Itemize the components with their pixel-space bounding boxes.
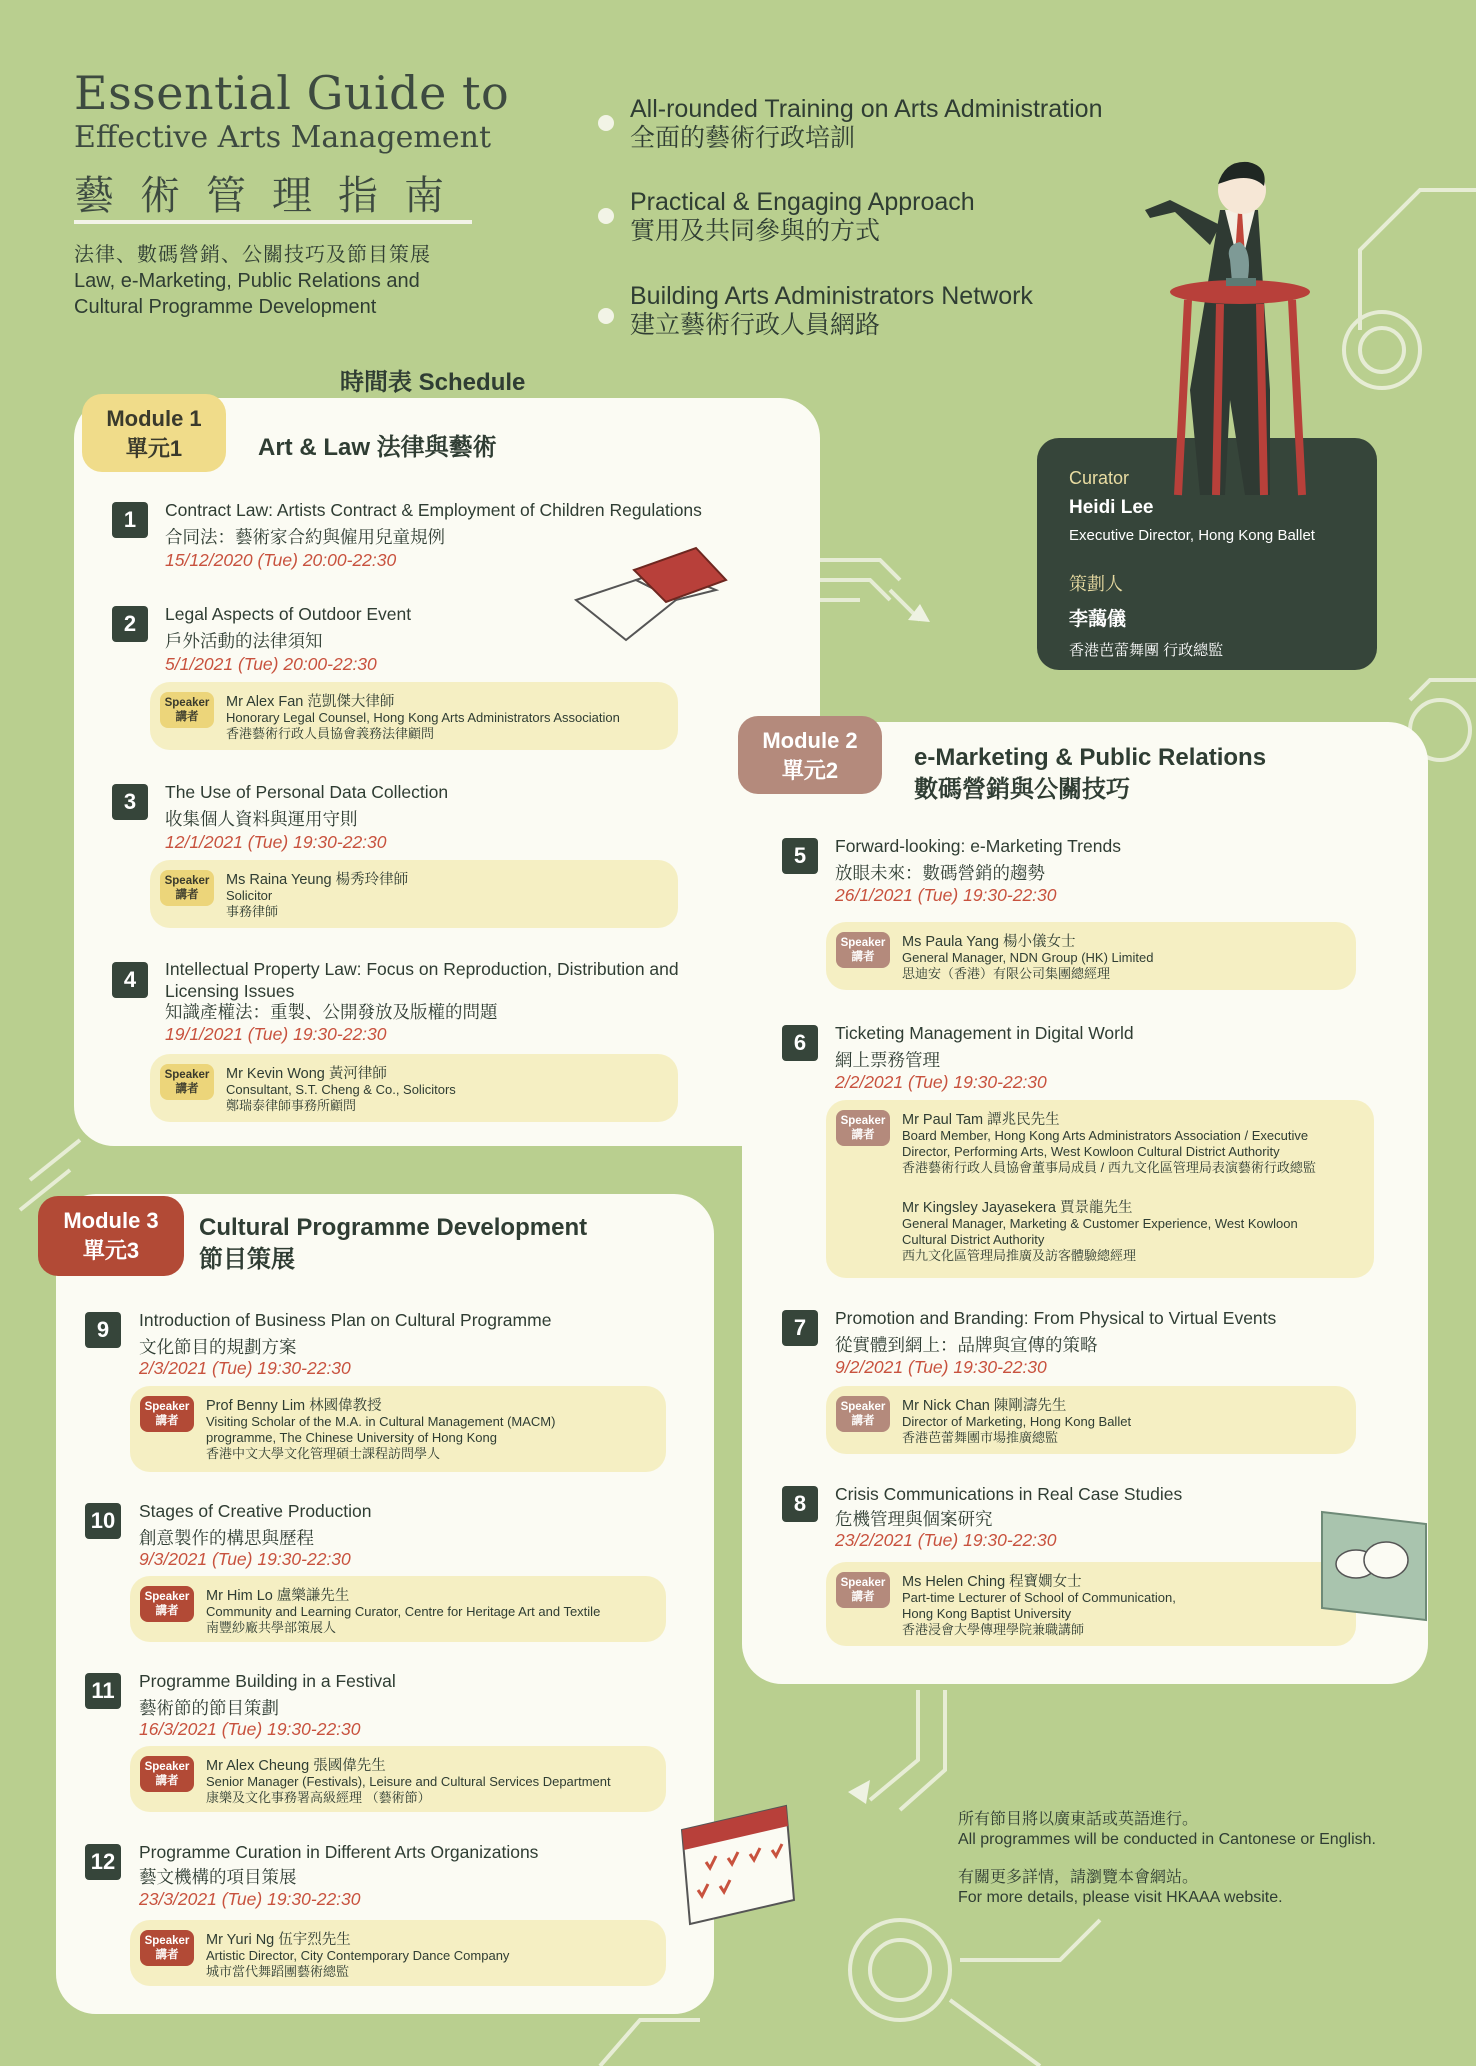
module-3-title: Cultural Programme Development 節目策展: [199, 1214, 588, 1273]
session-number: 9: [85, 1312, 121, 1348]
session-number: 2: [112, 606, 148, 642]
footer-more-info: 有關更多詳情，請瀏覽本會網站。 For more details, please visit HKAAA website.: [958, 1869, 1283, 1906]
session-number: 12: [85, 1844, 121, 1880]
speaker-box: [150, 860, 678, 928]
title-divider: [74, 220, 472, 224]
speaker-badge: Speaker 講者: [160, 1064, 214, 1100]
speaker-name: Mr Kingsley Jayasekera 賈景龍先生: [902, 1200, 1133, 1216]
speaker-name: Mr Nick Chan 陳剛濤先生: [902, 1398, 1067, 1414]
speaker-box: [130, 1746, 666, 1812]
speaker-box: [150, 1054, 678, 1122]
curator-label-zh: 策劃人: [1069, 574, 1123, 594]
session-title-en: Promotion and Branding: From Physical to Virtual Events: [835, 1308, 1277, 1328]
bullet-dot: [598, 208, 614, 224]
highlight-3: Building Arts Administrators Network 建立藝術行政人員網路: [630, 282, 1033, 339]
session-title-zh: 藝文機構的項目策展: [139, 1867, 297, 1887]
session-title-en: Stages of Creative Production: [139, 1501, 372, 1521]
speaker-name: Mr Alex Cheung 張國偉先生: [206, 1758, 386, 1774]
speaker-name: Ms Helen Ching 程寶嫺女士: [902, 1574, 1082, 1590]
speaker-desc: Honorary Legal Counsel, Hong Kong Arts Administrators Association 香港藝術行政人員協會義務法律顧問: [226, 710, 620, 741]
curator-role-en: Executive Director, Hong Kong Ballet: [1069, 527, 1315, 544]
speaker-badge: Speaker 講者: [836, 1572, 890, 1608]
session-title-en: Introduction of Business Plan on Cultural Programme: [139, 1310, 552, 1330]
speaker-badge: Speaker 講者: [140, 1930, 194, 1966]
session-title-zh: 創意製作的構思與歷程: [139, 1528, 314, 1548]
session-date: 15/12/2020 (Tue) 20:00-22:30: [165, 550, 397, 570]
session-date: 2/3/2021 (Tue) 19:30-22:30: [139, 1358, 351, 1378]
session-title-en: Programme Curation in Different Arts Organizations: [139, 1842, 539, 1862]
module-3-tag: Module 3 單元3: [38, 1196, 184, 1276]
subtitle-zh: 法律、數碼營銷、公關技巧及節目策展: [74, 244, 431, 266]
speaker-box: [826, 922, 1356, 990]
curator-role-zh: 香港芭蕾舞團 行政總監: [1069, 642, 1224, 659]
speaker-name: Mr Paul Tam 譚兆民先生: [902, 1112, 1060, 1128]
speaker-badge: Speaker 講者: [140, 1756, 194, 1792]
bullet-dot: [598, 308, 614, 324]
speaker-desc: General Manager, NDN Group (HK) Limited 思迪安（香港）有限公司集團總經理: [902, 950, 1154, 981]
session-title-zh: 放眼未來：數碼營銷的趨勢: [835, 863, 1045, 883]
session-date: 9/3/2021 (Tue) 19:30-22:30: [139, 1549, 351, 1569]
speaker-box: [150, 682, 678, 750]
session-title-en: Contract Law: Artists Contract & Employment of Children Regulations: [165, 500, 702, 520]
session-title-en: Forward-looking: e-Marketing Trends: [835, 836, 1121, 856]
session-number: 4: [112, 962, 148, 998]
speaker-name: Mr Him Lo 盧樂謙先生: [206, 1588, 350, 1604]
session-date: 5/1/2021 (Tue) 20:00-22:30: [165, 654, 377, 674]
module-1-title: Art & Law 法律與藝術: [258, 434, 497, 461]
session-title-en: Programme Building in a Festival: [139, 1671, 396, 1691]
module-1-tag: Module 1 單元1: [82, 394, 226, 472]
speaker-desc: Artistic Director, City Contemporary Dance Company 城市當代舞蹈團藝術總監: [206, 1948, 510, 1979]
session-title-zh: 合同法：藝術家合約與僱用兒童規例: [165, 527, 445, 547]
curator-name-en: Heidi Lee: [1069, 497, 1154, 518]
subtitle-en: Law, e-Marketing, Public Relations and Cultural Programme Development: [74, 270, 420, 318]
speaker-badge: Speaker 講者: [140, 1396, 194, 1432]
session-title-zh: 危機管理與個案研究: [835, 1509, 993, 1529]
chat-bubbles-illustration: [1318, 1508, 1430, 1626]
highlight-2: Practical & Engaging Approach 實用及共同參與的方式: [630, 188, 975, 245]
speaker-name: Mr Kevin Wong 黃河律師: [226, 1066, 387, 1082]
session-date: 12/1/2021 (Tue) 19:30-22:30: [165, 832, 387, 852]
speaker-desc: Consultant, S.T. Cheng & Co., Solicitors 鄭瑞泰律師事務所顧問: [226, 1082, 456, 1113]
highlight-1: All-rounded Training on Arts Administration 全面的藝術行政培訓: [630, 95, 1103, 152]
session-date: 23/2/2021 (Tue) 19:30-22:30: [835, 1530, 1057, 1550]
speaker-badge: Speaker 講者: [836, 1396, 890, 1432]
footer-language: 所有節目將以廣東話或英語進行。 All programmes will be conducted in Cantonese or English.: [958, 1811, 1376, 1848]
calendar-illustration: [676, 1800, 798, 1930]
speaker-desc: Community and Learning Curator, Centre for Heritage Art and Textile 南豐紗廠共學部策展人: [206, 1604, 601, 1635]
speaker-badge: Speaker 講者: [160, 692, 214, 728]
speaker-name: Mr Alex Fan 范凱傑大律師: [226, 694, 395, 710]
session-date: 23/3/2021 (Tue) 19:30-22:30: [139, 1889, 361, 1909]
speaker-desc: Board Member, Hong Kong Arts Administrators Association / Executive Director, Performing Arts, West Kowloon Cultural District Authority 香港藝術行政人員協會董事局成員 / 西九文化區管理局表演藝術行政總監: [902, 1128, 1316, 1175]
session-date: 9/2/2021 (Tue) 19:30-22:30: [835, 1357, 1047, 1377]
speaker-name: Ms Paula Yang 楊小儀女士: [902, 934, 1076, 950]
speaker-badge: Speaker 講者: [836, 1110, 890, 1146]
session-number: 5: [782, 838, 818, 874]
session-title-zh: 網上票務管理: [835, 1050, 940, 1070]
speaker-box: [130, 1920, 666, 1986]
session-number: 7: [782, 1310, 818, 1346]
session-title-zh: 知識產權法：重製、公開發放及版權的問題: [165, 1002, 498, 1022]
session-number: 8: [782, 1486, 818, 1522]
speaker-desc: Part-time Lecturer of School of Communication, Hong Kong Baptist University 香港浸會大學傳理學院兼職講師: [902, 1590, 1176, 1637]
session-title-en: Ticketing Management in Digital World: [835, 1023, 1134, 1043]
speaker-box: [826, 1562, 1356, 1646]
session-number: 1: [112, 502, 148, 538]
session-title-en: The Use of Personal Data Collection: [165, 782, 449, 802]
session-title-zh: 收集個人資料與運用守則: [165, 809, 358, 829]
session-title-zh: 戶外活動的法律須知: [165, 631, 323, 651]
session-number: 10: [85, 1503, 121, 1539]
session-title-zh: 從實體到網上：品牌與宣傳的策略: [835, 1335, 1098, 1355]
session-title-en: Legal Aspects of Outdoor Event: [165, 604, 412, 624]
speaker-badge: Speaker 講者: [160, 870, 214, 906]
session-date: 26/1/2021 (Tue) 19:30-22:30: [835, 885, 1057, 905]
session-title-en: Intellectual Property Law: Focus on Reproduction, Distribution and Licensing Issues: [165, 959, 679, 1001]
speaker-name: Mr Yuri Ng 伍宇烈先生: [206, 1932, 351, 1948]
bullet-dot: [598, 115, 614, 131]
speaker-desc: Director of Marketing, Hong Kong Ballet 香港芭蕾舞團市場推廣總監: [902, 1414, 1132, 1445]
session-number: 11: [85, 1673, 121, 1709]
title-en-line1: Essential Guide to: [74, 66, 510, 120]
speaker-badge: Speaker 講者: [140, 1586, 194, 1622]
session-title-zh: 藝術節的節目策劃: [139, 1698, 279, 1718]
session-title-zh: 文化節目的規劃方案: [139, 1337, 297, 1357]
speaker-badge: Speaker 講者: [836, 932, 890, 968]
speaker-box: [130, 1386, 666, 1472]
speaker-desc: Visiting Scholar of the M.A. in Cultural Management (MACM) programme, The Chinese University of Hong Kong 香港中文大學文化管理碩士課程訪問學人: [206, 1414, 556, 1461]
session-date: 2/2/2021 (Tue) 19:30-22:30: [835, 1072, 1047, 1092]
module-2-title: e-Marketing & Public Relations 數碼營銷與公關技巧: [914, 744, 1267, 803]
speaker-box: [826, 1386, 1356, 1454]
speaker-name: Prof Benny Lim 林國偉教授: [206, 1398, 382, 1414]
speaker-desc: Solicitor 事務律師: [226, 888, 279, 919]
title-en-line2: Effective Arts Management: [74, 120, 491, 155]
book-illustration: [566, 540, 736, 650]
presenter-illustration: [1130, 150, 1340, 500]
speaker-desc: General Manager, Marketing & Customer Experience, West Kowloon Cultural District Authority 西九文化區管理局推廣及訪客體驗總經理: [902, 1216, 1298, 1263]
speaker-desc: Senior Manager (Festivals), Leisure and Cultural Services Department 康樂及文化事務署高級經理 （藝術節）: [206, 1774, 611, 1805]
session-number: 3: [112, 784, 148, 820]
speaker-box: [826, 1100, 1374, 1278]
speaker-name: Ms Raina Yeung 楊秀玲律師: [226, 872, 409, 888]
curator-name-zh: 李藹儀: [1069, 609, 1127, 630]
session-title-en: Crisis Communications in Real Case Studies: [835, 1484, 1183, 1504]
session-number: 6: [782, 1025, 818, 1061]
session-date: 16/3/2021 (Tue) 19:30-22:30: [139, 1719, 361, 1739]
title-zh: 藝術管理指南: [74, 173, 470, 219]
schedule-heading: 時間表 Schedule: [340, 369, 526, 396]
session-date: 19/1/2021 (Tue) 19:30-22:30: [165, 1024, 387, 1044]
curator-label-en: Curator: [1069, 468, 1130, 488]
speaker-box: [130, 1576, 666, 1642]
module-2-tag: Module 2 單元2: [738, 716, 882, 794]
